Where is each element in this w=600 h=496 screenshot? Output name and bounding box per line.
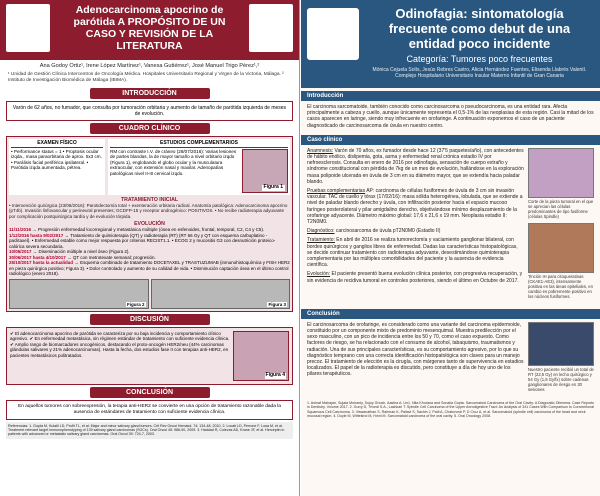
left-title: Adenocarcinoma apocrino de parótida A PROPÓSITO DE UN CASO Y REVISIÓN DE LA LITERATURA: [73, 4, 226, 52]
studies-column: [108, 139, 290, 195]
figure-2: Figura 2: [9, 279, 149, 309]
hospital-logo-icon: [307, 8, 359, 60]
right-case-heading: Caso clínico: [301, 135, 600, 145]
studies-text: RM con contraste I.V. de cráneo (28/07/2016): Varias lesiones de partes blandas, la de mayor tamaño a nivel orbitario izqdo (Figura 1), englobando el globo ocular y la musculatura extraocular, con extensión nasal y maxilar. Adenopatías patológicas nivel II-III cervical izqdo.: [110, 148, 237, 176]
discussion-text: ✔ El adenocarcinoma apocrino de parótida se caracteriza por su baja incidencia y comportamiento clínico agresivo. ✔ En enfermedad metastásica, sin régimen estándar de tratamiento con suficiente evidencia clínica. ✔ Amplio rango de biomarcadores oncogénicos, destacando el proto-oncogén HER2/neu (44% carcinomas glándulas salivares y 21% adenocarcinomas). Hasta la fecha, dos estudios fase II con terapias anti-HER2, en pacientes metastásicos politratados.: [10, 330, 230, 358]
right-category: Categoría: Tumores poco frecuentes: [406, 54, 553, 64]
discussion-heading: DISCUSIÓN: [90, 314, 210, 325]
radiotherapy-image: [528, 322, 594, 366]
left-affiliation: ¹ Unidad de Gestión Clínica Intercentros de Oncología Médica. Hospitales Universitario Regional y Virgen de la Victoria, Málaga. ² Instituto de Investigación Biomédica de Málaga (IBIMA).: [8, 72, 284, 83]
evolution-item: 11/11/2016 → Progresión enfermedad locorregional y metastásica múltiple (ósea en esfenoides, frontal, temporal, C2, C4 y C5).: [9, 227, 265, 233]
right-title: Odinofagia: sintomatología frecuente como debut de una entidad poco incidente: [388, 6, 571, 51]
treatment-heading: TRATAMIENTO INICIAL: [120, 196, 179, 203]
discussion-box: [6, 327, 293, 385]
intro-text: Varón de 62 años, no fumador, que consulta por tumoración orbitaria y aumento de tamaño de parótida izquierda de meses de evolución.: [6, 101, 293, 121]
right-case-section: [301, 145, 600, 306]
treatment-text: • Intervención quirúrgica (23/08/2016): Parotidectomía total + exenteración orbitaria radical. Anatomía patológica: Adenocarcinoma apocrino (pT4b). Invasión linfovascular y perineural presentes; GCDFP-15 y receptor androgénico: POSITIVOS. • No recibe radioterapia adyuvante por complicación postquirúrgica tardía y de evolución tórpida.: [9, 202, 288, 219]
figures-2-3: [9, 279, 290, 309]
right-header: [301, 0, 600, 88]
ibima-logo-icon: [249, 4, 293, 52]
evolution-list: [9, 227, 290, 277]
right-intro-text: El carcinoma sarcomatoide, también conocido como carcinosarcoma o pseudocarcinoma, es una entidad rara. Afecta principalmente a cabeza y cuello, aunque únicamente representa el 0,5-1% de las neoplasias de esta región. Casi la mitad de los casos aparecen en laringe, siendo muy infrecuente en orofaringe. A continuación exponemos el caso de un paciente diagnosticado de carcinosarcoma de úvula en nuestro centro.: [307, 104, 594, 129]
caption-1: Corte de la pieza tumoral en el que se aprecian las células predominantes de tipo fusiforme (células Spindle): [528, 198, 594, 219]
exam-heading: EXAMEN FÍSICO: [11, 141, 103, 148]
histology-image-2: [528, 223, 594, 273]
right-conclusion-text: El carcinosarcoma de orofaringe, es considerado como una variante del carcinoma epidermoide, constituido por un componente mixto de predominio mesenquimal. Muestra predilección por el sexo masculino, con un pico de incidencia entre los 50 y 70, como el caso expuesto. Como factores de riesgo, se ha relacionado con el consumo de alcohol, tabaquismo, traumatismos y radiación. Una de sus principales características, es su comportamiento agresivo, por lo que su diagnóstico temprano con una correcta identificación histopatológica son claves para un manejo precoz. El tratamiento de elección es la cirugía, con márgenes tanto de supervivencia en estadios localizados. El papel de la radioterapia es discutido, pero constituye a día de hoy uno de los pilares terapéuticos.: [307, 321, 524, 378]
intro-heading: INTRODUCCIÓN: [90, 88, 210, 99]
right-conclusion-section: [301, 319, 600, 399]
figure-3: Figura 3: [151, 279, 291, 309]
caption-2: Tinción IH para citoqueratinas (CKAE1-AE3), intensamente positiva en las áreas epiteliales, en cambio es pobremente positivo en los núcleos fusiformes.: [528, 273, 593, 299]
right-case-text: Anamnesis: Varón de 70 años, ex fumador desde hace 12 (37'5 paquetes/año), con antecedentes de hábito enólico, dislipemia, gota, asma y enfermedad renal crónica estadio IV por nefroesclerosis. Consulta en enero de 2016 por odinofagia, sensación de cuerpo extraño y síndrome constitucional con pérdida de 7kg de un mes de evolución, hallándose en la exploración masa polipoide ulcerada en úvula de 3 cm en su diámetro mayor, que se extendía hacia paladar blando. Pruebas complementarias AP: carcinoma de células fusiformes de úvula de 3 cm sin invasión vascular. TAC de cuello y tórax (17/02/16): masa sólida heterogénea, lobulada, que se extiende a nivel de paladar blando derecho y úvula, con infiltración posterior hacia el espacio mucoso faríngeo posterolateral y pilar amigdalino derecho, objetivándose mínimo desplazamiento de la orofaringe adyacente. Diámetro máximo global: 17,6 x 21,6 x 19 mm. Neoplasia estadio II: T2N0M0. Diagnóstico: carcinosarcoma de úvula pT2N0M0 (Estadio II) Tratamiento: En abril de 2016 se realiza tumorectomía y vaciamiento ganglionar bilateral, con bordes quirúrgicos y ganglios libres de enfermedad. Dadas las características histopatológicas, se decide continuar tratamiento con radioterapia adyuvante, desestimándose quimioterapia complementaria por las múltiples comorbilidades del paciente y la ausencia de evidencia científica. Evolución: El paciente presentó buena evolución clínica posterior, con progresiva recuperación, y sin evidencia de recidiva tumoral en controles posteriores, siendo el último en Octubre de 2017.: [307, 147, 524, 284]
hospital-logo-icon: [6, 4, 50, 52]
right-conclusion-heading: Conclusión: [301, 309, 600, 319]
right-poster: [301, 0, 600, 496]
case-heading: CUADRO CLÍNICO: [90, 123, 210, 134]
histology-image-1: [528, 148, 594, 198]
right-references: 1. Ashraf Mahajan, Sujata Mohanty, Sujoy Ghosh, Aastha A. Un1, Nita Khurana and Sonalia Gupta. Sarcomatoid Carcinoma of the Oral Cavity: A Diagnostic Dilemma. Case Reports in Dentistry. Volume 2017. 2. Gurry D, Trivedi S.A., Lashkari T. Spindle Cell Carcinoma of the Upper Aerodigestive Tract: An Analysis of 341 Cases With Comparison to Conventional Squamous Cell Carcinoma. 3. Viswanathan S, Rahman K, Pallavi S, Sachin J, Patil A, Chaturvedi P, D Cruz A, et al. Sarcomatoid (spindle cell) carcinoma of the head and neck mucosal region. 4. Doyle M, Wittekind M, Hinni M. Sarcomatoid carcinoma of the oral cavity. 5. Oral Oncology 2008.: [307, 400, 594, 419]
caption-3: Nuestro paciente recibió un total de RT (22,5 Gy) en lecho quirúrgico y 54 Gy (1,8 Gy/fx) sobre cadenas ganglionares de riesgo en 30 sesiones: [528, 366, 594, 392]
right-case-images: [528, 148, 594, 303]
figure-1: [242, 149, 288, 193]
right-intro-heading: Introducción: [301, 91, 600, 101]
left-authors: Ana Godoy Ortiz¹, Irene López Martínez¹, Vanesa Gutiérrez¹, José Manuel Trigo Pérez¹,²: [39, 63, 260, 69]
case-box: [6, 136, 293, 312]
evolution-heading: EVOLUCIÓN: [134, 221, 165, 228]
evolution-item: 25/10/2017 hasta la actualidad → Esquema combinado de tratamiento DOCETAXEL y TRASTUZUMAB (inmunohistoquímica y FISH HER2 en pieza quirúrgica positivo; Figura 3). • Dolor controlado y aumento de su calidad de vida. • Disminución captación ósea en el último control radiológico (enero 2018).: [9, 260, 290, 277]
exam-column: [9, 139, 105, 195]
conclusion-heading: CONCLUSIÓN: [90, 387, 210, 398]
studies-heading: ESTUDIOS COMPLEMENTARIOS: [110, 141, 288, 148]
left-references: Referencias: 1. Gupta M, Kulatil LD, Profit TL, et al. Major and minor salivary gland tumors. Crit Rev Oncol Hematol. 74: 134-48, 2010. 2. Locati LD, Perrone F, Losa M, et al. Treatment relevant target immunophenotyping of 139 salivary gland carcinomas (SGCs). Oral Oncol 45: 986-90, 2009. 3. Haddad R, Colevas AD, Krane JF, et al. Herceptin in patients with advanced or metastatic salivary gland carcinomas. Oral Oncol 39: 724-7, 2003.: [6, 422, 293, 439]
conclusion-text: En aquellos tumores con sobreexpresión, la terapia anti-HER2 se convierte en una opción de tratamiento razonable dada la ausencia de estándares de tratamiento con suficiente evidencia clínica.: [6, 400, 293, 420]
evolution-item: 10/06/2017 → Diseminación múltiple a nivel óseo (Figura 2).: [9, 249, 130, 255]
figure-1-label: Figura 1: [263, 184, 283, 190]
left-header: [0, 0, 299, 60]
figure-4: Figura 4: [233, 331, 289, 381]
evolution-item: 1/12/2016 hasta 9/02/2017 → Tratamiento de quimioterapia (QT) y radioterapia (RT) (RT 66 Gy y QT con esquema carboplatino - paclitaxel). • Enfermedad estable como mejor respuesta por criterios RECIST1.1. • ECOG 2 y mucositis G3 con desnutrición proteico-calórica severa secundaria.: [9, 232, 276, 249]
right-conclusion-images: [528, 322, 594, 396]
right-authors: Mónica Cejuela Solís, Jesús Rebres Castro, Alicia Hernández Fuentes, Elisenda Llabrés Valentí. Complejo Hospitalario Universitario Insular Materno Infantil de Gran Canaria: [372, 67, 587, 79]
exam-text: • Performance status = 1 • Proptosis ocular izqda., masa paraorbitaria de aprox. 5x3 cm. • Parálisis facial periférica ipsilateral. • Parótida izqda aumentada, pétrea.: [11, 148, 102, 171]
evolution-item: 30/06/2017 hasta 4/10/2017 → QT con metrotexate semanal; progresión.: [9, 254, 156, 260]
